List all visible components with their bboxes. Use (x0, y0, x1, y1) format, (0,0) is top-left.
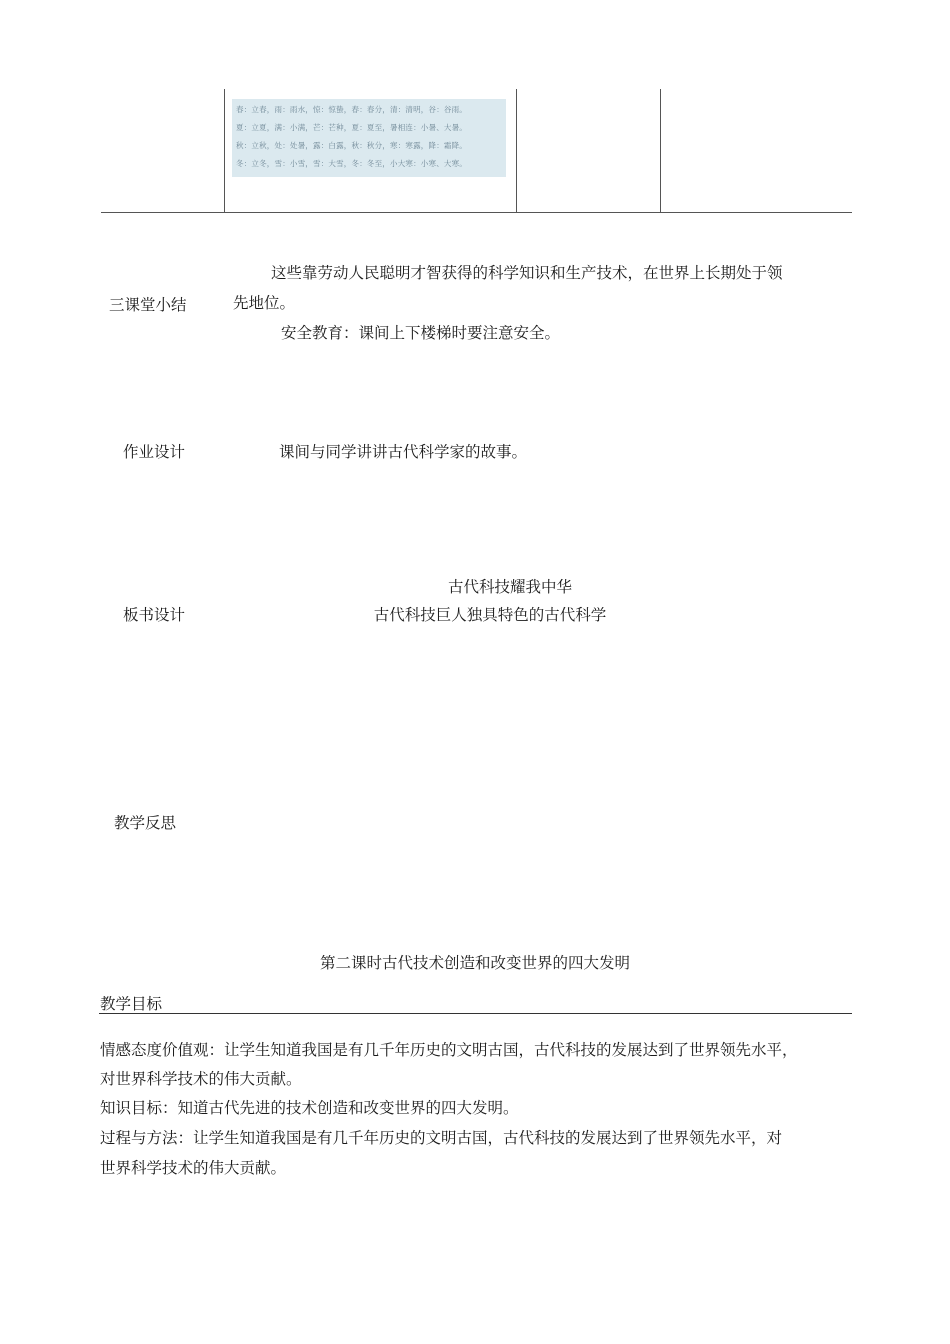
solar-terms-line: 春：立春，雨：雨水，惊：惊蛰，春：春分，清：清明，谷：谷雨。 (236, 105, 467, 114)
solar-terms-line: 冬：立冬，雪：小雪，雪：大雪，冬：冬至，小大寒：小寒、大寒。 (236, 159, 467, 168)
reflection-label: 教学反思 (114, 814, 177, 832)
solar-terms-image (232, 99, 506, 177)
solar-terms-line: 夏：立夏，满：小满，芒：芒种，夏：夏至，暑相连：小暑、大暑。 (236, 123, 467, 132)
knowledge-goal: 知识目标：知道古代先进的技术创造和改变世界的四大发明。 (100, 1099, 519, 1117)
table-divider-3 (660, 89, 661, 213)
homework-label: 作业设计 (123, 443, 186, 461)
summary-text-line1: 这些靠劳动人民聪明才智获得的科学知识和生产技术，在世界上长期处于领 (271, 264, 783, 282)
homework-text: 课间与同学讲讲古代科学家的故事。 (279, 443, 528, 461)
summary-text-line2: 先地位。 (233, 294, 296, 312)
blackboard-label: 板书设计 (123, 606, 186, 624)
goals-heading: 教学目标 (100, 995, 163, 1013)
emotion-goal-line2: 对世界科学技术的伟大贡献。 (100, 1070, 302, 1088)
solar-terms-line: 秋：立秋，处：处暑，露：白露，秋：秋分，寒：寒露，降：霜降。 (236, 141, 467, 150)
table-bottom-rule (101, 212, 852, 213)
process-goal-line2: 世界科学技术的伟大贡献。 (100, 1159, 287, 1177)
process-goal-line1: 过程与方法：让学生知道我国是有几千年历史的文明古国，古代科技的发展达到了世界领先水平，对 (100, 1129, 783, 1147)
lesson-two-title: 第二课时古代技术创造和改变世界的四大发明 (319, 954, 630, 972)
table-divider-1 (224, 89, 225, 213)
blackboard-subtitle: 古代科技巨人独具特色的古代科学 (373, 606, 607, 624)
blackboard-title: 古代科技耀我中华 (447, 578, 572, 596)
goals-heading-rule (99, 1013, 852, 1014)
emotion-goal-line1: 情感态度价值观：让学生知道我国是有几千年历史的文明古国，古代科技的发展达到了世界领先水平， (100, 1041, 798, 1059)
summary-label: 三课堂小结 (109, 296, 187, 314)
table-divider-2 (516, 89, 517, 213)
safety-education-text: 安全教育：课间上下楼梯时要注意安全。 (281, 324, 561, 342)
